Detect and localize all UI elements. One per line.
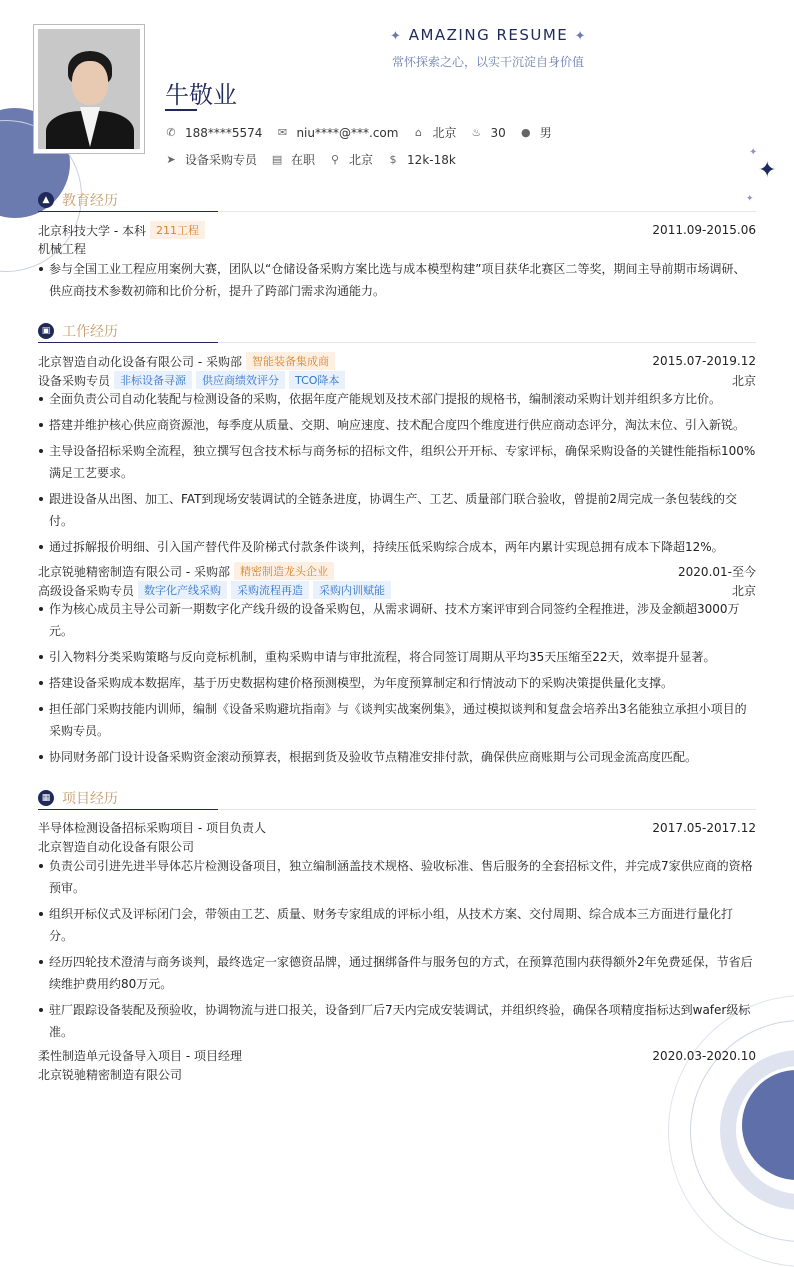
project-title: 柔性制造单元设备导入项目 - 项目经理 [38, 1049, 242, 1063]
phone-icon: ✆ [166, 126, 176, 139]
project-company: 北京智造自动化设备有限公司 [38, 840, 195, 854]
skill-tag: 采购内训赋能 [313, 581, 391, 599]
section-project-header: ▦ 项目经历 [38, 788, 118, 808]
phone: 188****5574 [185, 125, 263, 140]
list-item: 参与全国工业工程应用案例大赛，团队以“仓储设备采购方案比选与成本模型构建”项目获华北赛区二等奖，期间主导前期市场调研、供应商技术参数初筛和比价分析，提升了跨部门需求沟通能力。 [38, 258, 756, 302]
role: 高级设备采购专员 [38, 583, 135, 598]
section-divider [38, 211, 756, 212]
skill-tag: 供应商绩效评分 [196, 371, 285, 389]
job-intent-row [165, 151, 470, 168]
education-entry [38, 221, 756, 239]
home-icon: ⌂ [414, 126, 422, 139]
work-city: 北京 [731, 373, 756, 388]
age: 30 [490, 125, 506, 140]
sparkle-icon: ✦ [758, 158, 777, 183]
work-date: 2015.07-2019.12 [652, 354, 756, 368]
graduation-cap-icon: ▲ [38, 192, 54, 208]
gender: 男 [539, 126, 552, 140]
list-item: 协同财务部门设计设备采购资金滚动预算表，根据到货及验收节点精准安排付款，确保供应商账期与公司现金流高度匹配。 [38, 746, 756, 768]
sparkle-icon: ✦ [574, 29, 587, 44]
company-tag: 智能装备集成商 [246, 352, 335, 370]
motto: 常怀探索之心，以实干沉淀自身价值 [392, 55, 585, 69]
work-role-row [38, 371, 756, 389]
salary: 12k-18k [407, 152, 456, 167]
project-entry-header [38, 1047, 756, 1064]
list-item: 搭建并维护核心供应商资源池，每季度从质量、交期、响应速度、技术配合度四个维度进行供应商动态评分，淘汰末位、引入新锐。 [38, 414, 756, 436]
list-item: 作为核心成员主导公司新一期数字化产线升级的设备采购包，从需求调研、技术方案评审到合同签约全程推进，涉及金额超3000万元。 [38, 598, 756, 642]
sparkle-icon: ✦ [390, 29, 403, 44]
list-item: 担任部门采购技能内训师，编制《设备采购避坑指南》与《谈判实战案例集》，通过模拟谈判和复盘会培养出3名能独立承担小项目的采购专员。 [38, 698, 756, 742]
work-entry-header [38, 352, 756, 370]
section-divider [38, 342, 756, 343]
work-entry-header [38, 562, 756, 580]
project-date: 2020.03-2020.10 [652, 1048, 756, 1063]
candidate-name: 牛敬业 [165, 81, 237, 109]
list-item: 驻厂跟踪设备装配及预验收，协调物流与进口报关，设备到厂后7天内完成安装调试，并组织终验，确保各项精度指标达到wafer级标准。 [38, 999, 756, 1043]
major: 机械工程 [38, 242, 87, 256]
cake-icon: ♨ [471, 126, 482, 139]
work-city: 北京 [731, 583, 756, 598]
contact-row [165, 124, 566, 141]
list-item: 组织开标仪式及评标闭门会，带领由工艺、质量、财务专家组成的评标小组，从技术方案、交付周期、综合成本三方面进行量化打分。 [38, 903, 756, 947]
name-underline [165, 109, 197, 111]
list-item: 引入物料分类采购策略与反向竞标机制，重构采购申请与审批流程，将合同签订周期从平均35天压缩至22天，效率提升显著。 [38, 646, 756, 668]
list-item: 通过拆解报价明细、引入国产替代件及阶梯式付款条件谈判，持续压低采购综合成本，两年内累计实现总拥有成本下降超12%。 [38, 536, 756, 558]
sparkle-icon: ✦ [749, 147, 758, 158]
resume-title: ✦ AMAZING RESUME ✦ [390, 26, 587, 44]
email: niu****@***.com [296, 125, 399, 140]
pin-icon: ⚲ [331, 153, 340, 166]
briefcase-icon: ▣ [38, 323, 54, 339]
school: 北京科技大学 - 本科 [38, 223, 146, 238]
section-work-header: ▣ 工作经历 [38, 321, 118, 341]
project-entry-header [38, 819, 756, 836]
list-item: 全面负责公司自动化装配与检测设备的采购，依据年度产能规划及技术部门提报的规格书，编制滚动采购计划并组织多方比价。 [38, 388, 756, 410]
skill-tag: TCO降本 [289, 371, 345, 389]
city: 北京 [349, 153, 374, 167]
send-icon: ➤ [166, 153, 176, 166]
sparkle-icon: ✦ [746, 194, 754, 204]
role: 设备采购专员 [38, 373, 111, 388]
project-date: 2017.05-2017.12 [652, 820, 756, 835]
position: 设备采购专员 [185, 153, 258, 167]
skill-tag: 非标设备寻源 [114, 371, 192, 389]
salary-icon: $ [389, 153, 397, 166]
list-item: 主导设备招标采购全流程，独立撰写包含技术标与商务标的招标文件，组织公开开标、专家评标，确保采购设备的关键性能指标100%满足工艺要求。 [38, 440, 756, 484]
education-date: 2011.09-2015.06 [652, 223, 756, 237]
project-title: 半导体检测设备招标采购项目 - 项目负责人 [38, 821, 266, 835]
work-role-row [38, 581, 756, 599]
company: 北京锐驰精密制造有限公司 - 采购部 [38, 564, 230, 579]
project-company: 北京锐驰精密制造有限公司 [38, 1068, 183, 1082]
list-item: 经历四轮技术澄清与商务谈判，最终选定一家德资品牌，通过捆绑备件与服务包的方式，在预算范围内获得额外2年免费延保，节省后续维护费用约80万元。 [38, 951, 756, 995]
work-date: 2020.01-至今 [678, 564, 756, 579]
company: 北京智造自动化设备有限公司 - 采购部 [38, 354, 242, 369]
mail-icon: ✉ [277, 126, 288, 139]
grid-icon: ▦ [38, 790, 54, 806]
list-item: 搭建设备采购成本数据库，基于历史数据构建价格预测模型，为年度预算制定和行情波动下的采购决策提供量化支撑。 [38, 672, 756, 694]
briefcase-icon: ▤ [271, 153, 283, 166]
section-education-header: ▲ 教育经历 [38, 190, 118, 210]
location: 北京 [432, 126, 457, 140]
status: 在职 [291, 153, 316, 167]
profile-photo [33, 24, 145, 154]
list-item: 负责公司引进先进半导体芯片检测设备项目，独立编制涵盖技术规格、验收标准、售后服务的全套招标文件，并完成7家供应商的资格预审。 [38, 855, 756, 899]
skill-tag: 数字化产线采购 [138, 581, 227, 599]
skill-tag: 采购流程再造 [231, 581, 309, 599]
company-tag: 精密制造龙头企业 [234, 562, 334, 580]
list-item: 跟进设备从出图、加工、FAT到现场安装调试的全链条进度，协调生产、工艺、质量部门联合验收，曾提前2周完成一条包装线的交付。 [38, 488, 756, 532]
section-divider [38, 809, 756, 810]
school-tag: 211工程 [150, 221, 205, 239]
gender-icon: ● [520, 126, 531, 139]
